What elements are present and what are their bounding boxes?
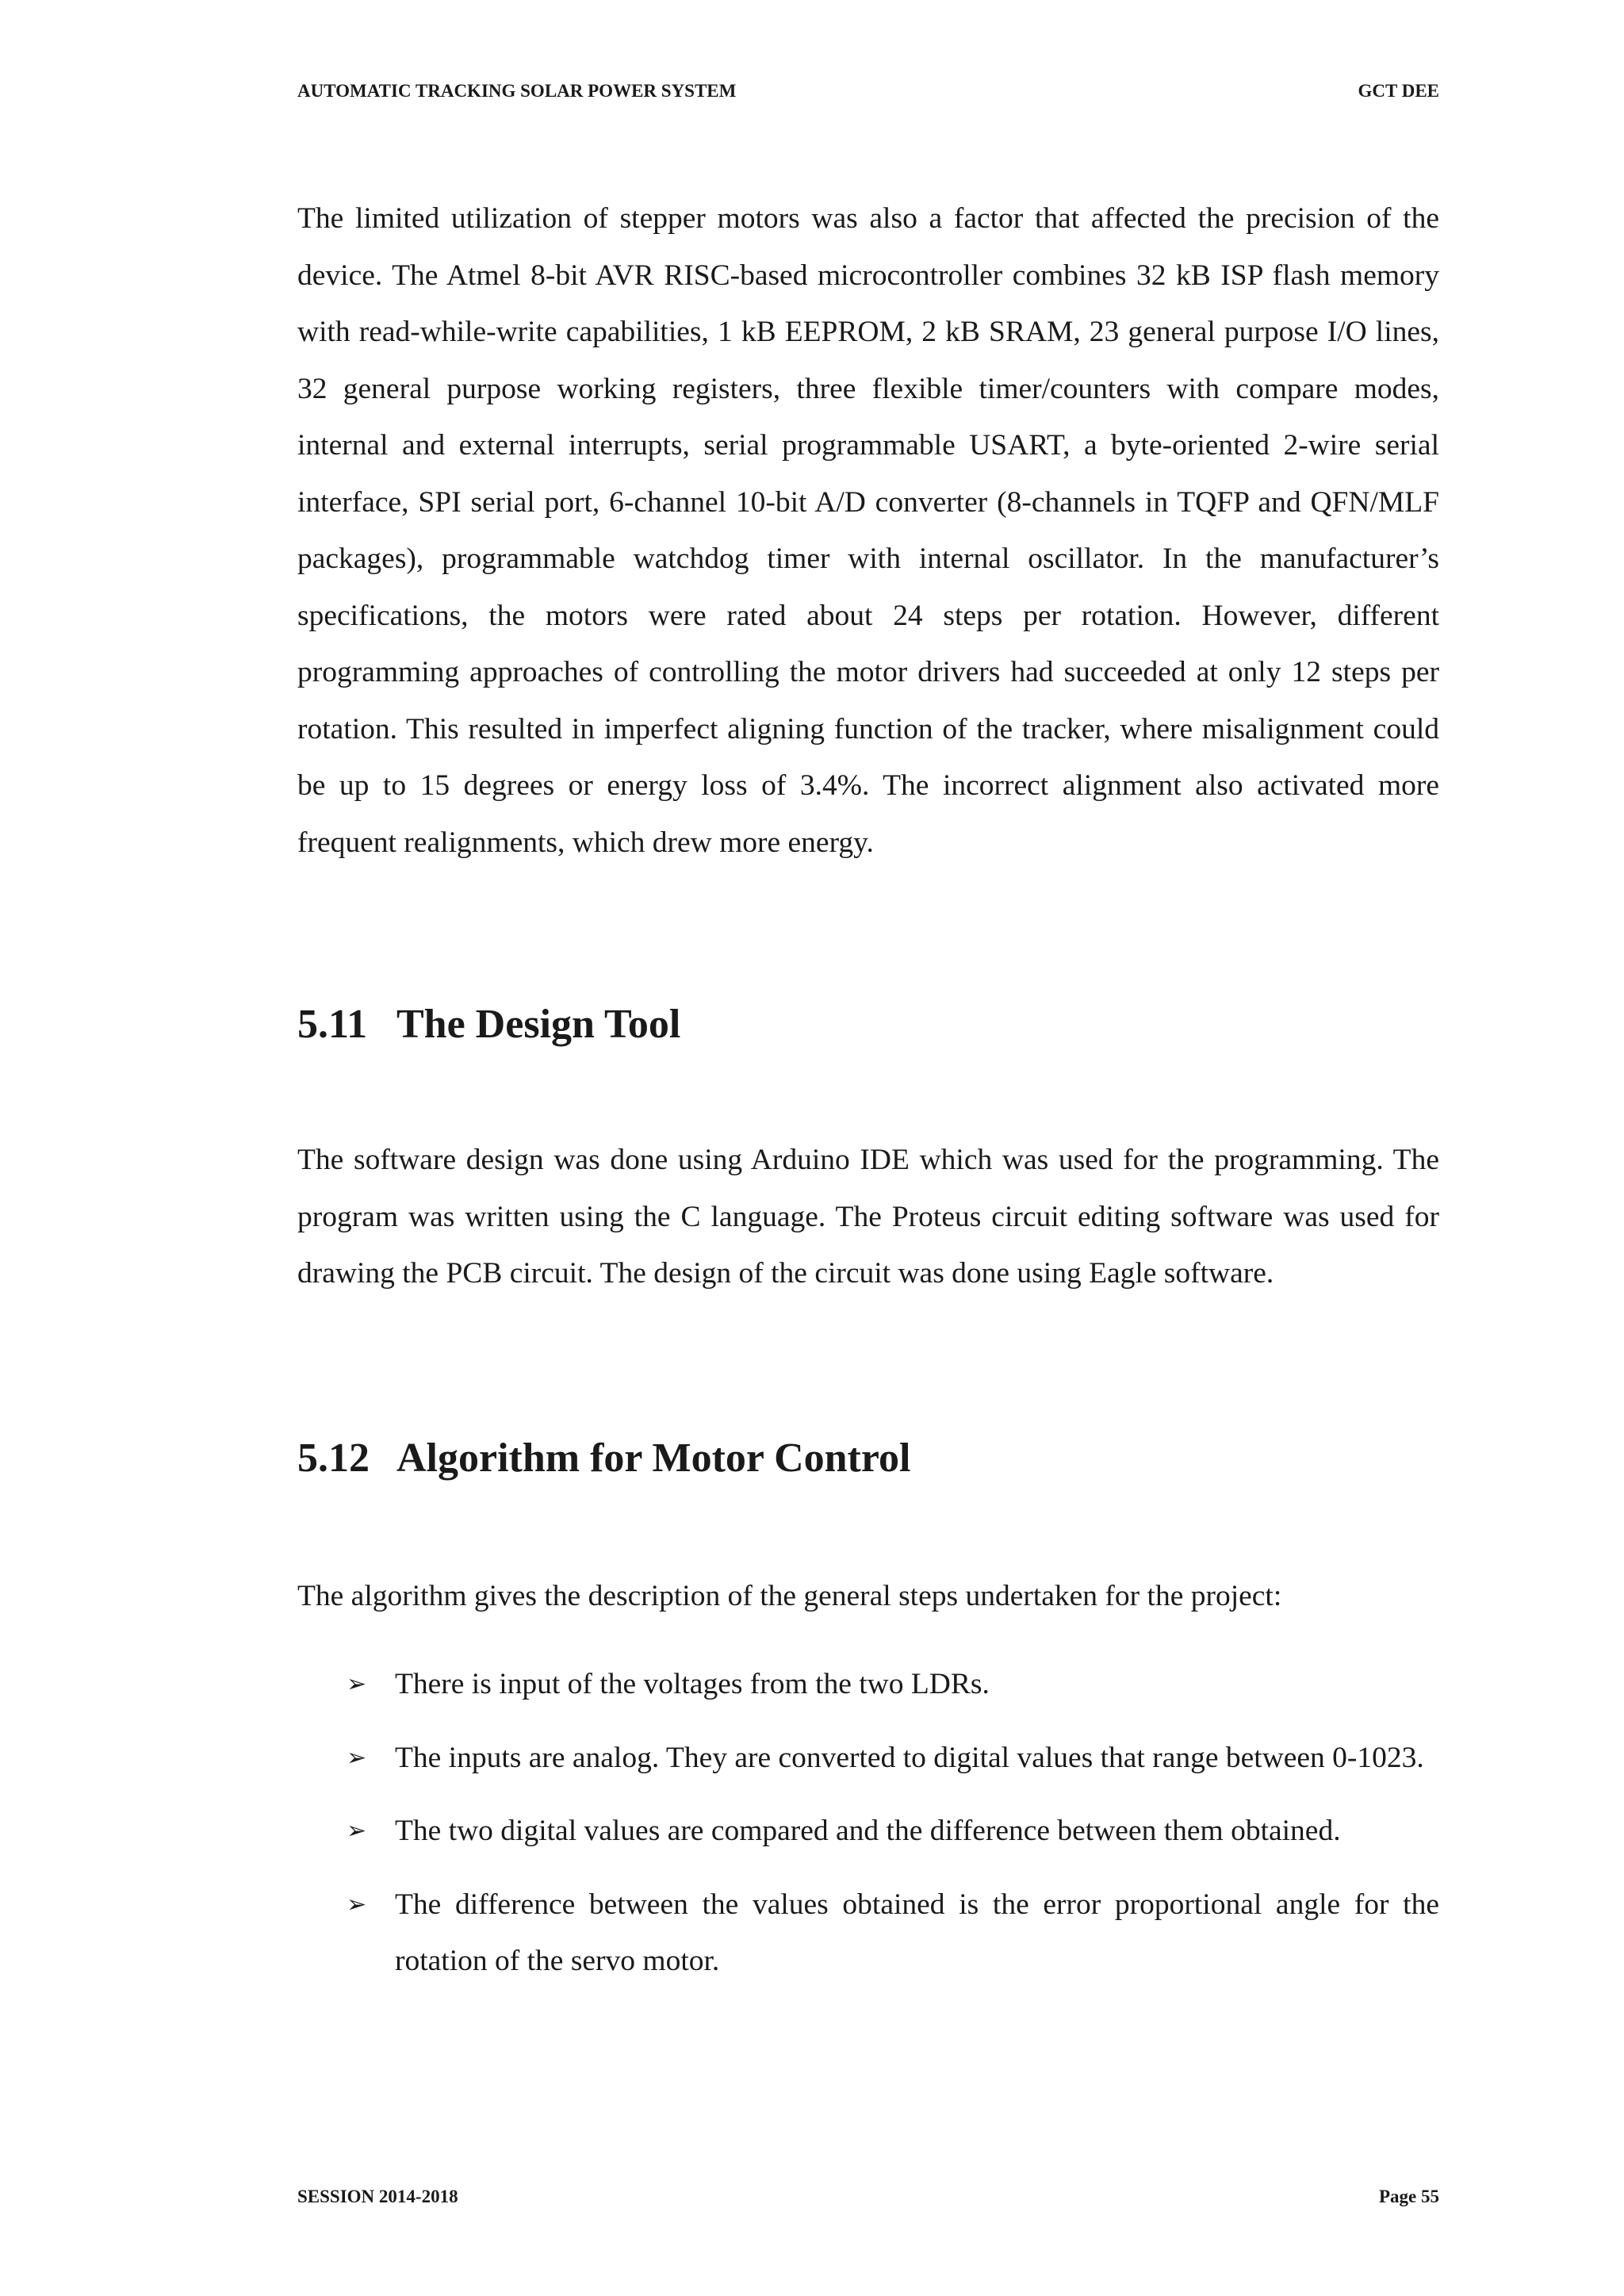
- page-number: Page 55: [1378, 2187, 1439, 2206]
- arrow-bullet-icon: ➢: [347, 1890, 367, 1918]
- header-department: GCT DEE: [1358, 81, 1439, 101]
- paragraph-algorithm-intro: The algorithm gives the description of the general steps undertaken for the project:: [297, 1580, 1282, 1612]
- section-number: 5.11: [297, 1002, 368, 1047]
- list-item: [297, 1730, 1439, 1787]
- header-title: AUTOMATIC TRACKING SOLAR POWER SYSTEM: [297, 81, 737, 101]
- list-item: [297, 1876, 1439, 1990]
- list-item-text: The inputs are analog. They are converted to digital values that range between 0-1023.: [395, 1741, 1424, 1774]
- list-item-text: The difference between the values obtained is the error proportional angle for the rotation of the servo motor.: [395, 1888, 1439, 1977]
- page-footer: [297, 2186, 1439, 2208]
- section-number: 5.12: [297, 1435, 370, 1481]
- section-heading-design-tool: [297, 999, 1439, 1050]
- arrow-bullet-icon: ➢: [347, 1743, 367, 1772]
- section-heading-algorithm: [297, 1433, 1439, 1484]
- list-item: [297, 1656, 1439, 1713]
- paragraph-design-tool: The software design was done using Arduino IDE which was used for the programming. The program was written using the C language. The Proteus circuit editing software was used for drawing the PCB circuit. The design of the circuit was done using Eagle software.: [297, 1144, 1439, 1290]
- arrow-bullet-icon: ➢: [347, 1670, 367, 1698]
- arrow-bullet-icon: ➢: [347, 1817, 367, 1845]
- list-item: [297, 1803, 1439, 1860]
- section-title: The Design Tool: [396, 1002, 681, 1047]
- algorithm-steps-list: [297, 1656, 1439, 2007]
- list-item-text: There is input of the voltages from the two LDRs.: [395, 1668, 990, 1700]
- paragraph-stepper-motors: The limited utilization of stepper motors was also a factor that affected the precision of the device. The Atmel 8-bit AVR RISC-based microcontroller combines 32 kB ISP flash memory with read-while-write capabilities, 1 kB EEPROM, 2 kB SRAM, 23 general purpose I/O lines, 32 general purpose working registers, three flexible timer/counters with compare modes, internal and external interrupts, serial programmable USART, a byte-oriented 2-wire serial interface, SPI serial port, 6-channel 10-bit A/D converter (8-channels in TQFP and QFN/MLF packages), programmable watchdog timer with internal oscillator. In the manufacturer’s specifications, the motors were rated about 24 steps per rotation. However, different programming approaches of controlling the motor drivers had succeeded at only 12 steps per rotation. This resulted in imperfect aligning function of the tracker, where misalignment could be up to 15 degrees or energy loss of 3.4%. The incorrect alignment also activated more frequent realignments, which drew more energy.: [297, 202, 1439, 859]
- page-header: [297, 80, 1439, 102]
- section-title: Algorithm for Motor Control: [396, 1435, 911, 1481]
- footer-session: SESSION 2014-2018: [297, 2187, 458, 2206]
- list-item-text: The two digital values are compared and the difference between them obtained.: [395, 1815, 1341, 1847]
